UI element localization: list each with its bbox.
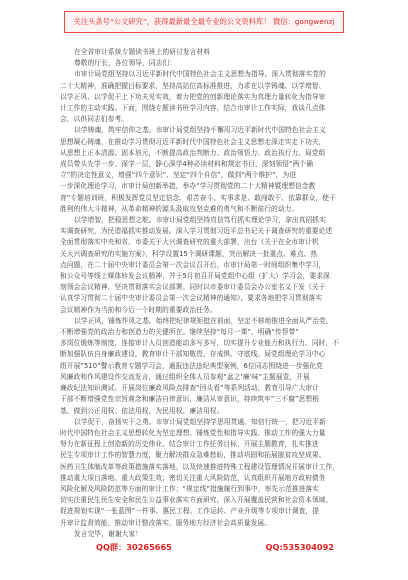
document-line: 全面贯彻落实中央和省、市委关于大兴调查研究的重大部署，出台《关于在全市审计机 [60, 238, 319, 247]
document-line: 胜利的伟大斗精神，从革命精神的源头汲取攻坚克难的勇气和不断前行的动力。 [60, 204, 299, 213]
document-title: 在全省审计系统专题读书班上的研讨发言材料 [74, 48, 211, 56]
document-line: 二十大精神，准确把握目标要求，坚持高站位高标准推进，力求在以学铸魂、以学增智、 [60, 81, 326, 90]
document-line: 以学促干，奋扬实干之勇。市审计局党组坚持学思用贯通、知信行统一，把习近平新 [74, 417, 326, 426]
document-line: 升审计监督效能，推动审计整改落实，服务地方经济社会高质量发展。 [60, 518, 272, 527]
document-line: 关大兴调查研究的实施方案》，科学设置15个调研课题，突出解决一批重点、难点、热 [60, 249, 318, 258]
document-line: 以学铸魂，筑牢信仰之基。市审计局党组坚持不懈用习近平新时代中国特色社会主义 [74, 126, 326, 135]
banner-text: 关注头条号“公文研究”，获得最新最全最专业的公文资料库！ 微信：gongwenzj [73, 17, 335, 26]
document-line: 刻领会会议精神，坚决贯彻落实会议部署。同时以市委审计委员会办公室名义下发《关于 [60, 283, 326, 292]
document-line: 廉政纪法知识测试、开展岗位廉政风险点排查“回头看”等系列活动，教育引导广大审计 [60, 384, 320, 393]
document-line: 民生专项审计工作的智慧力度，聚力解决群众急难愁盼，推动巩固和拓展脱贫攻坚成果、 [60, 451, 326, 460]
document-line: 推动重大项目落地、重大政策生效；密切关注重大风险防范，认真组织开展地方政府债务 [60, 473, 326, 482]
document-line: 以学正风，锤炼作风之基。始终把纪律规矩挺在前面，坚定不移地推进全面从严治党， [74, 316, 333, 325]
document-line: 点问题，在二十届中央审计委员会第一次会议召开后，市审计局第一时间组织集中学习， [60, 260, 326, 269]
document-line: 风廉政和作风建设作交流发言，通过组织全体人员参观“盆之‘廉’味”主题展览，开展 [60, 372, 310, 381]
document-line: 和公众号等线上媒体转发会议精神，并于5月初召开局党组中心组（扩大）学习会，要求深 [60, 272, 330, 281]
document-line: 育”专题培训班，积极发挥党员坚定信念、艰苦奋斗、实事求是、敢闯敢干、依靠群众，使干 [60, 193, 336, 202]
document-line: 会，以供同志们参考。 [60, 115, 129, 124]
document-line: 市审计局党组坚持以习近平新时代中国特色社会主义思想为指导，深入贯彻落实党的 [74, 70, 326, 79]
document-line: 思想凝心铸魂，在推动学习贯彻习近平新时代中国特色社会主义思想走深走实走下功夫， [60, 137, 326, 146]
document-line: 计工作的主动实践。下面，围绕专题读书班学习内容，结合市审计工作实际，我谈几点体 [60, 104, 326, 113]
document-line: 基，做到公正用权、依法用权、为民用权、廉洁用权。 [60, 406, 224, 415]
document-line: 认真学习贯彻二十届中央审计委员会第一次会议精神的通知》，要求各地把学习贯彻落实 [60, 294, 323, 303]
document-line: 尊敬的厅长，各位领导，同志们： [74, 59, 177, 68]
document-line: 成员带头先学一步、深学一层，静心深学4种必读材料和规定书目，深刻领悟“两个确 [60, 160, 314, 169]
document-line: 多岗位锻炼等制度，连接审计人员创造能动多写多写，切实提升专业能力和执行力。同时，不 [60, 339, 340, 348]
document-line: 组开展“510”警示教育专题学习会，通报违法违纪典型案例，6位同志围绕进一步强化党 [60, 361, 323, 370]
document-line: 实调查研究，为民造福抓实推动发展。深入学习贯彻习近平总书记关于调查研究的重要论述 [60, 227, 333, 236]
footer-qq: QQ:535304092 [265, 542, 334, 552]
document-line: 以学增智，把稳思想之舵。市审计局党组坚持真信笃行抓实理论学习，拿出真招抓实 [74, 216, 326, 225]
promo-banner [64, 11, 344, 33]
footer-qq-group: QQ群：30265665 [96, 542, 172, 552]
document-line: 促进规划实现“一张蓝图”一件事、惠民工程、工作运转、产业升级等专项审计调查，提 [60, 507, 320, 516]
document-line: 干部不断增强党性宗旨观念和廉洁自律意识，廉洁从审意识，持续筑牢“三不腐”思想根 [60, 395, 320, 404]
document-line: 不断增强党的政治力和创造力的关键所在。继续坚持“每月一课”、明确“传帮带” [60, 328, 299, 337]
document-line: 发言完毕，谢谢大家！ [74, 529, 143, 538]
document-body [60, 47, 350, 540]
document-line: 从思想上正本清源、固本培元，不断提高政治判断力、政治领悟力、政治执行力。局党组 [60, 148, 326, 157]
document-line: 努力在新征程上创造新的历史伟业。结合审计工作任务目标，开展主题教育，扎实推进 [60, 440, 319, 449]
document-line: 风险化解及风险防范等方面的审计工作；“规定线”措施履行到事中，率先示范推进落实 [60, 484, 320, 493]
document-line: 断加强队伍自身廉政建设，教育审计干部知敬畏、存戒惧、守底线。局党组理论学习中心 [60, 350, 326, 359]
document-line: 时代中国特色社会主义思想转化为坚定理想、锤炼党性和指导实践、推动工作的强大力量 [60, 428, 326, 437]
document-line: 立”的决定性意义，增强“四个意识”、坚定“四个自信”，做到“两个维护”，为进 [60, 171, 297, 180]
footer [0, 542, 408, 558]
document-line: 切实注重民生民生安全和民生公益事业落实方面研究，深入开展覆盖民营和社会资本领域、 [60, 496, 333, 505]
document-line: 一步深化理论学习，市审计局创新举措，举办“学习贯彻党的二十大精神暨理想信念教 [60, 182, 316, 191]
document-line: 医药卫生体制改革等政策措施落实落地，以及快速推进特殊工程建设管理情况开展审计工作， [60, 462, 340, 471]
document-line: 会议精神作为当前和今后一个时期的重要政治任务。 [60, 305, 217, 314]
document-line: 以学正风、以学促干上下功夫见实效，着力把党的创新理论落实为真理力量转化为指导审 [60, 92, 326, 101]
